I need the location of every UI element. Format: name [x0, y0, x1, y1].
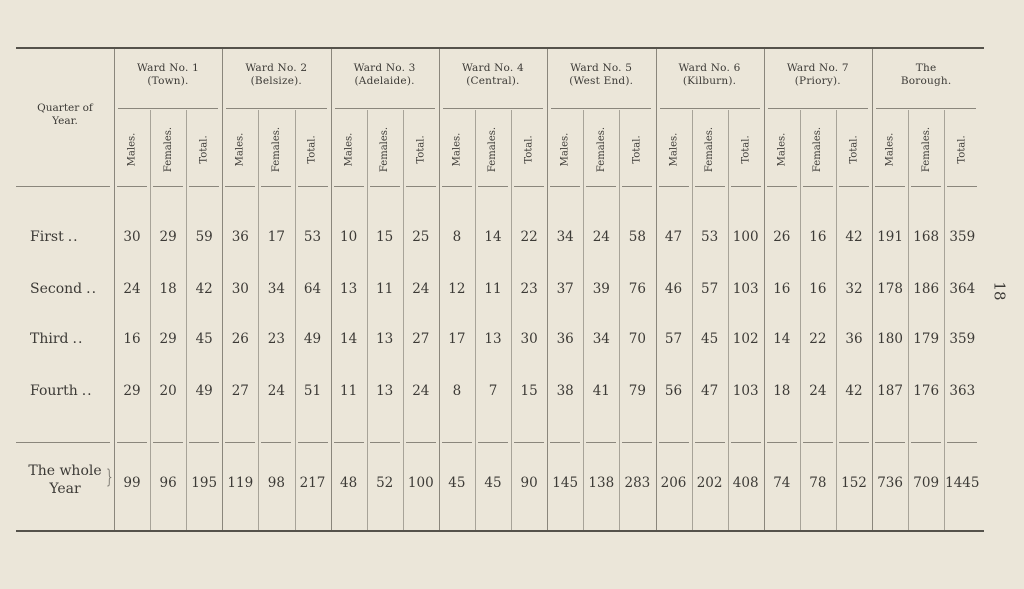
- column-heading-label: Females.: [487, 126, 499, 172]
- table-cell: 17: [448, 331, 466, 347]
- column-heading-label: Total.: [198, 134, 210, 164]
- total-cell: 408: [732, 475, 759, 491]
- table-cell: 49: [303, 331, 322, 347]
- column-heading: [114, 118, 150, 180]
- ward-heading: The Borough.: [900, 62, 952, 87]
- column-heading: [295, 118, 331, 180]
- brace-mark: }: [106, 464, 113, 488]
- table-cell: 53: [701, 229, 719, 245]
- total-cell: 206: [660, 475, 687, 491]
- header-rule: [803, 186, 833, 187]
- total-cell: 145: [552, 475, 579, 491]
- column-heading-label: Males.: [343, 132, 355, 166]
- total-cell: 1445: [945, 475, 980, 491]
- quarter-header: Quarter of Year.: [37, 102, 93, 127]
- total-cell: 78: [809, 475, 827, 491]
- table-cell: 363: [949, 383, 976, 399]
- header-rule: [550, 186, 580, 187]
- row-label-second: Second ..: [30, 281, 98, 297]
- table-cell: 15: [520, 383, 538, 399]
- total-cell: 736: [877, 475, 903, 491]
- column-heading: [908, 118, 944, 180]
- table-cell: 27: [412, 331, 430, 347]
- header-rule: [514, 186, 544, 187]
- table-cell: 32: [845, 281, 863, 297]
- table-cell: 24: [412, 281, 430, 297]
- page-number: 18: [990, 281, 1009, 301]
- total-cell: 152: [841, 475, 867, 491]
- header-rule: [767, 186, 797, 187]
- total-cell: 709: [913, 475, 940, 491]
- table-cell: 36: [231, 229, 249, 245]
- column-heading: [331, 118, 367, 180]
- column-heading-label: Total.: [740, 134, 752, 164]
- table-cell: 168: [913, 229, 940, 245]
- column-heading-label: Males.: [451, 132, 463, 166]
- group-underline: [876, 108, 976, 109]
- table-cell: 11: [340, 383, 358, 399]
- table-cell: 13: [484, 331, 502, 347]
- table-cell: 24: [267, 383, 285, 399]
- row-label-fourth: Fourth ..: [30, 383, 93, 399]
- table-cell: 10: [340, 229, 358, 245]
- group-underline: [768, 108, 868, 109]
- table-cell: 29: [159, 229, 177, 245]
- header-rule: [153, 186, 183, 187]
- table-cell: 34: [592, 331, 610, 347]
- table-cell: 8: [452, 383, 462, 399]
- total-cell: 202: [696, 475, 723, 491]
- table-cell: 79: [628, 383, 646, 399]
- header-rule: [189, 186, 219, 187]
- total-separator: [550, 442, 580, 443]
- total-separator: [839, 442, 869, 443]
- table-cell: 36: [845, 331, 863, 347]
- table-cell: 29: [123, 383, 141, 399]
- table-cell: 191: [877, 229, 903, 245]
- total-separator: [261, 442, 291, 443]
- table-cell: 103: [732, 281, 759, 297]
- column-heading-label: Females.: [595, 126, 607, 172]
- header-rule: [334, 186, 364, 187]
- total-cell: 74: [773, 475, 791, 491]
- total-cell: 283: [624, 475, 651, 491]
- total-row-label: The whole Year: [28, 463, 102, 497]
- group-underline: [118, 108, 218, 109]
- column-heading-label: Total.: [956, 134, 968, 164]
- table-cell: 16: [123, 331, 141, 347]
- table-cell: 102: [732, 331, 759, 347]
- total-separator: [586, 442, 616, 443]
- column-heading: [439, 118, 475, 180]
- total-separator: [406, 442, 436, 443]
- total-separator: [947, 442, 977, 443]
- header-rule: [370, 186, 400, 187]
- column-heading: [872, 118, 908, 180]
- table-cell: 24: [809, 383, 827, 399]
- ward-heading: Ward No. 6 (Kilburn).: [678, 62, 741, 87]
- total-separator: [767, 442, 797, 443]
- total-cell: 52: [376, 475, 394, 491]
- table-cell: 14: [340, 331, 358, 347]
- column-heading: [583, 118, 619, 180]
- table-cell: 42: [845, 229, 863, 245]
- total-cell: 96: [159, 475, 177, 491]
- row-label-third: Third ..: [30, 331, 84, 347]
- total-separator: [370, 442, 400, 443]
- table-cell: 45: [701, 331, 719, 347]
- table-cell: 76: [628, 281, 646, 297]
- column-heading: [511, 118, 547, 180]
- table-cell: 38: [556, 383, 574, 399]
- table-cell: 18: [773, 383, 791, 399]
- column-heading-label: Males.: [559, 132, 571, 166]
- table-cell: 29: [159, 331, 177, 347]
- total-cell: 217: [299, 475, 326, 491]
- table-cell: 23: [267, 331, 285, 347]
- group-underline: [660, 108, 760, 109]
- header-rule: [298, 186, 328, 187]
- total-separator: [659, 442, 689, 443]
- table-cell: 59: [195, 229, 213, 245]
- table-cell: 13: [340, 281, 358, 297]
- table-cell: 12: [448, 281, 466, 297]
- ward-heading: Ward No. 1 (Town).: [137, 62, 199, 87]
- column-heading-label: Total.: [848, 134, 860, 164]
- table-cell: 53: [303, 229, 322, 245]
- table-cell: 100: [732, 229, 759, 245]
- table-cell: 26: [231, 331, 249, 347]
- column-heading: [367, 118, 403, 180]
- header-rule: [839, 186, 869, 187]
- total-separator: [189, 442, 219, 443]
- table-cell: 51: [303, 383, 322, 399]
- table-cell: 22: [520, 229, 538, 245]
- total-separator: [225, 442, 255, 443]
- header-rule: [261, 186, 291, 187]
- column-heading-label: Females.: [379, 126, 391, 172]
- total-cell: 119: [227, 475, 254, 491]
- total-separator: [731, 442, 761, 443]
- table-cell: 180: [877, 331, 903, 347]
- total-cell: 48: [340, 475, 358, 491]
- table-cell: 14: [484, 229, 502, 245]
- table-cell: 16: [773, 281, 791, 297]
- group-underline: [226, 108, 326, 109]
- ward-heading: Ward No. 2 (Belsize).: [245, 62, 308, 87]
- header-rule: [875, 186, 905, 187]
- total-separator: [695, 442, 725, 443]
- column-heading: [222, 118, 258, 180]
- column-heading: [619, 118, 655, 180]
- table-cell: 45: [195, 331, 213, 347]
- header-rule: [478, 186, 508, 187]
- total-cell: 98: [267, 475, 285, 491]
- column-heading: [764, 118, 800, 180]
- column-heading-label: Females.: [812, 126, 824, 172]
- table-cell: 42: [195, 281, 213, 297]
- table-cell: 16: [809, 229, 827, 245]
- header-rule: [622, 186, 652, 187]
- total-cell: 100: [407, 475, 434, 491]
- ward-heading: Ward No. 3 (Adelaide).: [353, 62, 416, 87]
- header-rule: [117, 186, 147, 187]
- table-cell: 49: [195, 383, 213, 399]
- column-heading: [150, 118, 186, 180]
- table-cell: 179: [913, 331, 940, 347]
- column-heading-label: Males.: [667, 132, 679, 166]
- table-cell: 22: [809, 331, 827, 347]
- column-heading-label: Females.: [162, 126, 174, 172]
- total-separator: [16, 442, 110, 443]
- table-cell: 25: [412, 229, 430, 245]
- table-cell: 17: [267, 229, 285, 245]
- total-separator: [911, 442, 941, 443]
- column-heading-label: Females.: [920, 126, 932, 172]
- table-cell: 103: [732, 383, 759, 399]
- total-cell: 99: [123, 475, 141, 491]
- total-separator: [622, 442, 652, 443]
- header-rule: [947, 186, 977, 187]
- column-heading: [800, 118, 836, 180]
- row-label-first: First ..: [30, 229, 79, 245]
- header-rule: [659, 186, 689, 187]
- header-rule: [406, 186, 436, 187]
- total-cell: 195: [191, 475, 218, 491]
- ward-heading: Ward No. 5 (West End).: [569, 62, 634, 87]
- table-bottom-rule: [16, 530, 984, 532]
- column-heading-label: Total.: [523, 134, 535, 164]
- table-cell: 7: [488, 383, 498, 399]
- table-cell: 8: [452, 229, 462, 245]
- table-cell: 18: [159, 281, 177, 297]
- table-cell: 47: [664, 229, 683, 245]
- column-heading: [403, 118, 439, 180]
- column-heading-label: Males.: [884, 132, 896, 166]
- table-cell: 13: [376, 331, 394, 347]
- table-cell: 186: [913, 281, 940, 297]
- table-cell: 70: [628, 331, 646, 347]
- column-heading: [836, 118, 872, 180]
- table-cell: 58: [628, 229, 646, 245]
- table-cell: 37: [556, 281, 574, 297]
- total-cell: 138: [588, 475, 615, 491]
- column-heading-label: Females.: [704, 126, 716, 172]
- total-separator: [442, 442, 472, 443]
- column-heading: [728, 118, 764, 180]
- column-heading: [547, 118, 583, 180]
- column-heading: [944, 118, 980, 180]
- table-cell: 15: [376, 229, 394, 245]
- table-top-rule: [16, 47, 984, 49]
- total-separator: [514, 442, 544, 443]
- table-cell: 364: [949, 281, 976, 297]
- table-cell: 187: [877, 383, 903, 399]
- column-heading: [475, 118, 511, 180]
- table-cell: 20: [159, 383, 177, 399]
- table-cell: 11: [484, 281, 502, 297]
- total-separator: [298, 442, 328, 443]
- header-rule: [911, 186, 941, 187]
- table-cell: 36: [556, 331, 574, 347]
- column-heading: [692, 118, 728, 180]
- total-cell: 90: [520, 475, 538, 491]
- column-heading-label: Total.: [307, 134, 318, 164]
- table-cell: 34: [267, 281, 285, 297]
- table-cell: 57: [701, 281, 719, 297]
- table-cell: 359: [949, 229, 976, 245]
- group-underline: [443, 108, 543, 109]
- total-cell: 45: [448, 475, 466, 491]
- total-separator: [803, 442, 833, 443]
- table-cell: 26: [773, 229, 791, 245]
- header-rule: [695, 186, 725, 187]
- header-rule: [225, 186, 255, 187]
- column-heading-label: Total.: [631, 134, 643, 164]
- table-cell: 39: [592, 281, 610, 297]
- table-cell: 47: [701, 383, 719, 399]
- table-cell: 34: [556, 229, 574, 245]
- table-cell: 178: [877, 281, 903, 297]
- column-heading-label: Males.: [234, 132, 246, 166]
- table-cell: 42: [845, 383, 863, 399]
- group-underline: [551, 108, 651, 109]
- ward-heading: Ward No. 7 (Priory).: [786, 62, 849, 87]
- table-cell: 24: [592, 229, 610, 245]
- total-separator: [117, 442, 147, 443]
- table-cell: 64: [303, 281, 322, 297]
- table-cell: 13: [376, 383, 394, 399]
- table-cell: 24: [123, 281, 141, 297]
- table-cell: 359: [949, 331, 976, 347]
- table-cell: 24: [412, 383, 430, 399]
- total-cell: 45: [484, 475, 502, 491]
- column-heading: [656, 118, 692, 180]
- header-rule: [731, 186, 761, 187]
- column-heading: [186, 118, 222, 180]
- table-cell: 56: [664, 383, 683, 399]
- column-heading-label: Females.: [270, 126, 282, 172]
- table-cell: 30: [520, 331, 538, 347]
- total-separator: [478, 442, 508, 443]
- total-separator: [875, 442, 905, 443]
- table-cell: 57: [664, 331, 683, 347]
- header-rule: [16, 186, 110, 187]
- group-underline: [335, 108, 435, 109]
- table-cell: 41: [592, 383, 610, 399]
- table-cell: 11: [376, 281, 394, 297]
- table-cell: 14: [773, 331, 791, 347]
- table-cell: 23: [520, 281, 538, 297]
- table-cell: 176: [913, 383, 940, 399]
- total-separator: [334, 442, 364, 443]
- column-heading-label: Total.: [415, 134, 427, 164]
- table-cell: 46: [664, 281, 683, 297]
- column-heading-label: Males.: [126, 132, 138, 166]
- header-rule: [586, 186, 616, 187]
- table-cell: 30: [123, 229, 141, 245]
- total-separator: [153, 442, 183, 443]
- column-heading-label: Males.: [776, 132, 788, 166]
- table-cell: 16: [809, 281, 827, 297]
- column-heading: [258, 118, 294, 180]
- table-cell: 27: [231, 383, 249, 399]
- table-cell: 30: [231, 281, 249, 297]
- header-rule: [442, 186, 472, 187]
- ward-heading: Ward No. 4 (Central).: [461, 62, 524, 87]
